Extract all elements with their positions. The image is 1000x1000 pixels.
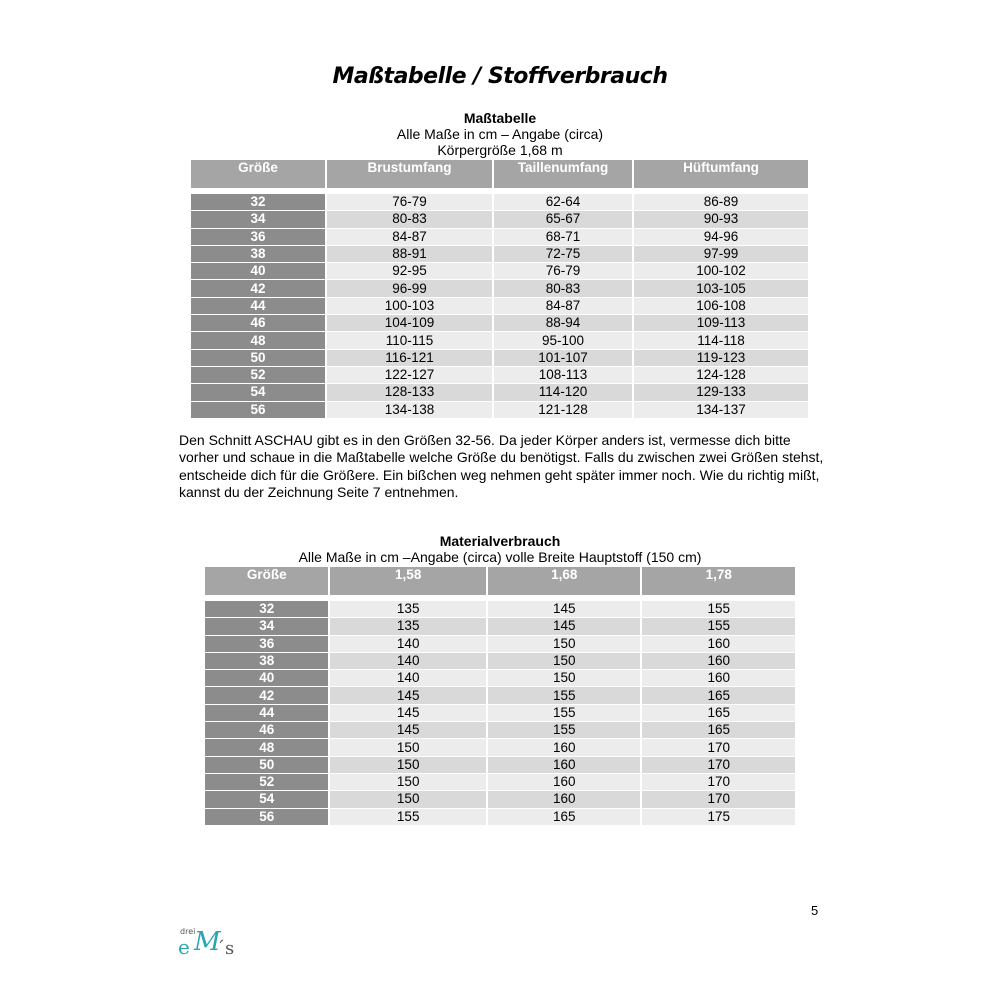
material-table-row <box>205 705 795 721</box>
material-table-size-cell: 50 <box>205 757 328 773</box>
material-table-value-cell: 155 <box>642 618 795 634</box>
logo-mark <box>176 920 246 960</box>
material-table-row <box>205 739 795 755</box>
measure-table-value-cell: 88-91 <box>327 246 492 262</box>
material-table-size-cell: 54 <box>205 791 328 807</box>
drei-ems-logo <box>176 920 246 960</box>
measure-table <box>189 159 810 419</box>
material-table-value-cell: 140 <box>330 636 486 652</box>
measure-table-value-cell: 128-133 <box>327 384 492 400</box>
measure-table-value-cell: 124-128 <box>634 367 808 383</box>
material-table-value-cell: 145 <box>330 722 486 738</box>
measure-table-size-cell: 32 <box>191 194 325 210</box>
measure-table-value-cell: 95-100 <box>494 332 632 348</box>
material-table-value-cell: 170 <box>642 774 795 790</box>
measure-table-value-cell: 114-118 <box>634 332 808 348</box>
measure-table-value-cell: 134-137 <box>634 402 808 418</box>
material-table-value-cell: 160 <box>488 739 641 755</box>
material-table-size-cell: 48 <box>205 739 328 755</box>
material-table-value-cell: 150 <box>330 791 486 807</box>
material-table-header-cell: 1,58 <box>330 567 486 595</box>
measure-table-row <box>191 229 808 245</box>
material-table-title: Materialverbrauch <box>439 533 561 549</box>
measure-table-header-cell: Taillenumfang <box>494 160 632 188</box>
measure-table-value-cell: 62-64 <box>494 194 632 210</box>
measure-table-row <box>191 263 808 279</box>
measure-table-value-cell: 119-123 <box>634 350 808 366</box>
logo-text-m: M <box>194 927 221 957</box>
material-table-value-cell: 140 <box>330 670 486 686</box>
measure-table-value-cell: 84-87 <box>494 298 632 314</box>
size-advice-paragraph: Den Schnitt ASCHAU gibt es in den Größen 32-56. Da jeder Körper anders ist, vermesse dich bitte vorher und schaue in die Maßtabelle welche Größe du benötigst. Falls du zwischen zwei Größen stehst, entscheide dich für die Größere. Ein bißchen weg nehmen geht später immer noch. Wie du richtig mißt, kannst du der Zeichnung Seite 7 entnehmen. <box>179 432 824 501</box>
material-table-value-cell: 165 <box>488 809 641 825</box>
measure-table-row <box>191 384 808 400</box>
material-table-value-cell: 155 <box>642 601 795 617</box>
measure-table-title: Maßtabelle <box>463 110 537 126</box>
measure-table-row <box>191 194 808 210</box>
material-table-row <box>205 757 795 773</box>
measure-table-value-cell: 72-75 <box>494 246 632 262</box>
material-table-size-cell: 52 <box>205 774 328 790</box>
measure-table-header-cell: Größe <box>191 160 325 188</box>
measure-table-value-cell: 96-99 <box>327 280 492 296</box>
material-table-value-cell: 135 <box>330 601 486 617</box>
page-title: Maßtabelle / Stoffverbrauch <box>332 64 668 89</box>
measure-table-size-cell: 54 <box>191 384 325 400</box>
measure-table-value-cell: 109-113 <box>634 315 808 331</box>
measure-table-value-cell: 101-107 <box>494 350 632 366</box>
measure-table-value-cell: 114-120 <box>494 384 632 400</box>
material-table-header-cell: Größe <box>205 567 328 595</box>
material-table-value-cell: 150 <box>330 774 486 790</box>
measure-table-size-cell: 56 <box>191 402 325 418</box>
logo-text-e: e <box>178 935 190 959</box>
material-table-size-cell: 38 <box>205 653 328 669</box>
measure-table-subtitle-2: Körpergröße 1,68 m <box>437 142 563 158</box>
measure-table-value-cell: 65-67 <box>494 211 632 227</box>
measure-table-row <box>191 315 808 331</box>
material-table-value-cell: 175 <box>642 809 795 825</box>
material-table-value-cell: 140 <box>330 653 486 669</box>
measure-table-value-cell: 68-71 <box>494 229 632 245</box>
measure-table-value-cell: 106-108 <box>634 298 808 314</box>
material-table-size-cell: 40 <box>205 670 328 686</box>
measure-table-value-cell: 80-83 <box>494 280 632 296</box>
material-table <box>203 566 797 826</box>
material-table-value-cell: 145 <box>330 705 486 721</box>
measure-table-value-cell: 104-109 <box>327 315 492 331</box>
measure-table-row <box>191 367 808 383</box>
measure-table-value-cell: 80-83 <box>327 211 492 227</box>
measure-table-row <box>191 211 808 227</box>
measure-table-value-cell: 108-113 <box>494 367 632 383</box>
measure-table-value-cell: 97-99 <box>634 246 808 262</box>
material-table-value-cell: 155 <box>488 705 641 721</box>
material-table-row <box>205 774 795 790</box>
measure-table-row <box>191 402 808 418</box>
material-table-size-cell: 44 <box>205 705 328 721</box>
measure-table-value-cell: 84-87 <box>327 229 492 245</box>
measure-table-row <box>191 280 808 296</box>
material-table-row <box>205 809 795 825</box>
measure-table-row <box>191 332 808 348</box>
measure-table-header-cell: Brustumfang <box>327 160 492 188</box>
material-table-value-cell: 145 <box>488 618 641 634</box>
measure-table-value-cell: 88-94 <box>494 315 632 331</box>
material-table-value-cell: 145 <box>488 601 641 617</box>
material-table-row <box>205 670 795 686</box>
measure-table-size-cell: 42 <box>191 280 325 296</box>
measure-table-size-cell: 46 <box>191 315 325 331</box>
material-table-row <box>205 791 795 807</box>
material-table-value-cell: 160 <box>488 791 641 807</box>
material-table-value-cell: 160 <box>642 636 795 652</box>
material-table-value-cell: 150 <box>488 670 641 686</box>
material-table-value-cell: 160 <box>642 670 795 686</box>
material-table-size-cell: 46 <box>205 722 328 738</box>
material-table-row <box>205 687 795 703</box>
measure-table-value-cell: 90-93 <box>634 211 808 227</box>
material-table-heading <box>0 533 1000 565</box>
material-table-value-cell: 170 <box>642 791 795 807</box>
material-table-size-cell: 42 <box>205 687 328 703</box>
material-table-row <box>205 636 795 652</box>
measure-table-size-cell: 38 <box>191 246 325 262</box>
material-table-size-cell: 34 <box>205 618 328 634</box>
material-table-value-cell: 170 <box>642 739 795 755</box>
measure-table-row <box>191 298 808 314</box>
measure-table-value-cell: 129-133 <box>634 384 808 400</box>
material-table-subtitle: Alle Maße in cm –Angabe (circa) volle Breite Hauptstoff (150 cm) <box>298 549 702 565</box>
material-table-value-cell: 150 <box>330 757 486 773</box>
material-table-value-cell: 135 <box>330 618 486 634</box>
material-table-size-cell: 32 <box>205 601 328 617</box>
material-table-header-cell: 1,78 <box>642 567 795 595</box>
material-table-value-cell: 155 <box>330 809 486 825</box>
measure-table-value-cell: 121-128 <box>494 402 632 418</box>
measure-table-value-cell: 76-79 <box>494 263 632 279</box>
measure-table-value-cell: 92-95 <box>327 263 492 279</box>
measure-table-header-gap <box>191 189 808 193</box>
measure-table-value-cell: 116-121 <box>327 350 492 366</box>
logo-text-s: ´s <box>216 938 235 959</box>
material-table-value-cell: 150 <box>488 636 641 652</box>
measure-table-size-cell: 36 <box>191 229 325 245</box>
measure-table-size-cell: 48 <box>191 332 325 348</box>
measure-table-row <box>191 246 808 262</box>
material-table-value-cell: 160 <box>488 774 641 790</box>
measure-table-size-cell: 50 <box>191 350 325 366</box>
material-table-value-cell: 165 <box>642 687 795 703</box>
measure-table-size-cell: 44 <box>191 298 325 314</box>
measure-table-value-cell: 86-89 <box>634 194 808 210</box>
measure-table-row <box>191 350 808 366</box>
material-table-header-gap <box>205 596 795 600</box>
measure-table-value-cell: 110-115 <box>327 332 492 348</box>
material-table-value-cell: 165 <box>642 705 795 721</box>
material-table-row <box>205 722 795 738</box>
material-table-header-cell: 1,68 <box>488 567 641 595</box>
material-table-value-cell: 155 <box>488 722 641 738</box>
material-table-value-cell: 155 <box>488 687 641 703</box>
measure-table-value-cell: 134-138 <box>327 402 492 418</box>
logo-text-small: drei <box>180 927 196 936</box>
material-table-value-cell: 150 <box>488 653 641 669</box>
measure-table-value-cell: 76-79 <box>327 194 492 210</box>
measure-table-header-cell: Hüftumfang <box>634 160 808 188</box>
material-table-value-cell: 145 <box>330 687 486 703</box>
material-table-value-cell: 165 <box>642 722 795 738</box>
material-table-row <box>205 653 795 669</box>
measure-table-heading <box>0 110 1000 158</box>
measure-table-value-cell: 103-105 <box>634 280 808 296</box>
material-table-value-cell: 160 <box>642 653 795 669</box>
measure-table-value-cell: 94-96 <box>634 229 808 245</box>
measure-table-size-cell: 52 <box>191 367 325 383</box>
material-table-value-cell: 150 <box>330 739 486 755</box>
measure-table-value-cell: 100-103 <box>327 298 492 314</box>
material-table-size-cell: 36 <box>205 636 328 652</box>
material-table-row <box>205 601 795 617</box>
material-table-size-cell: 56 <box>205 809 328 825</box>
measure-table-size-cell: 40 <box>191 263 325 279</box>
material-table-value-cell: 170 <box>642 757 795 773</box>
page-number: 5 <box>811 903 819 918</box>
measure-table-size-cell: 34 <box>191 211 325 227</box>
measure-table-value-cell: 122-127 <box>327 367 492 383</box>
measure-table-subtitle-1: Alle Maße in cm – Angabe (circa) <box>396 126 604 142</box>
measure-table-value-cell: 100-102 <box>634 263 808 279</box>
material-table-row <box>205 618 795 634</box>
material-table-value-cell: 160 <box>488 757 641 773</box>
